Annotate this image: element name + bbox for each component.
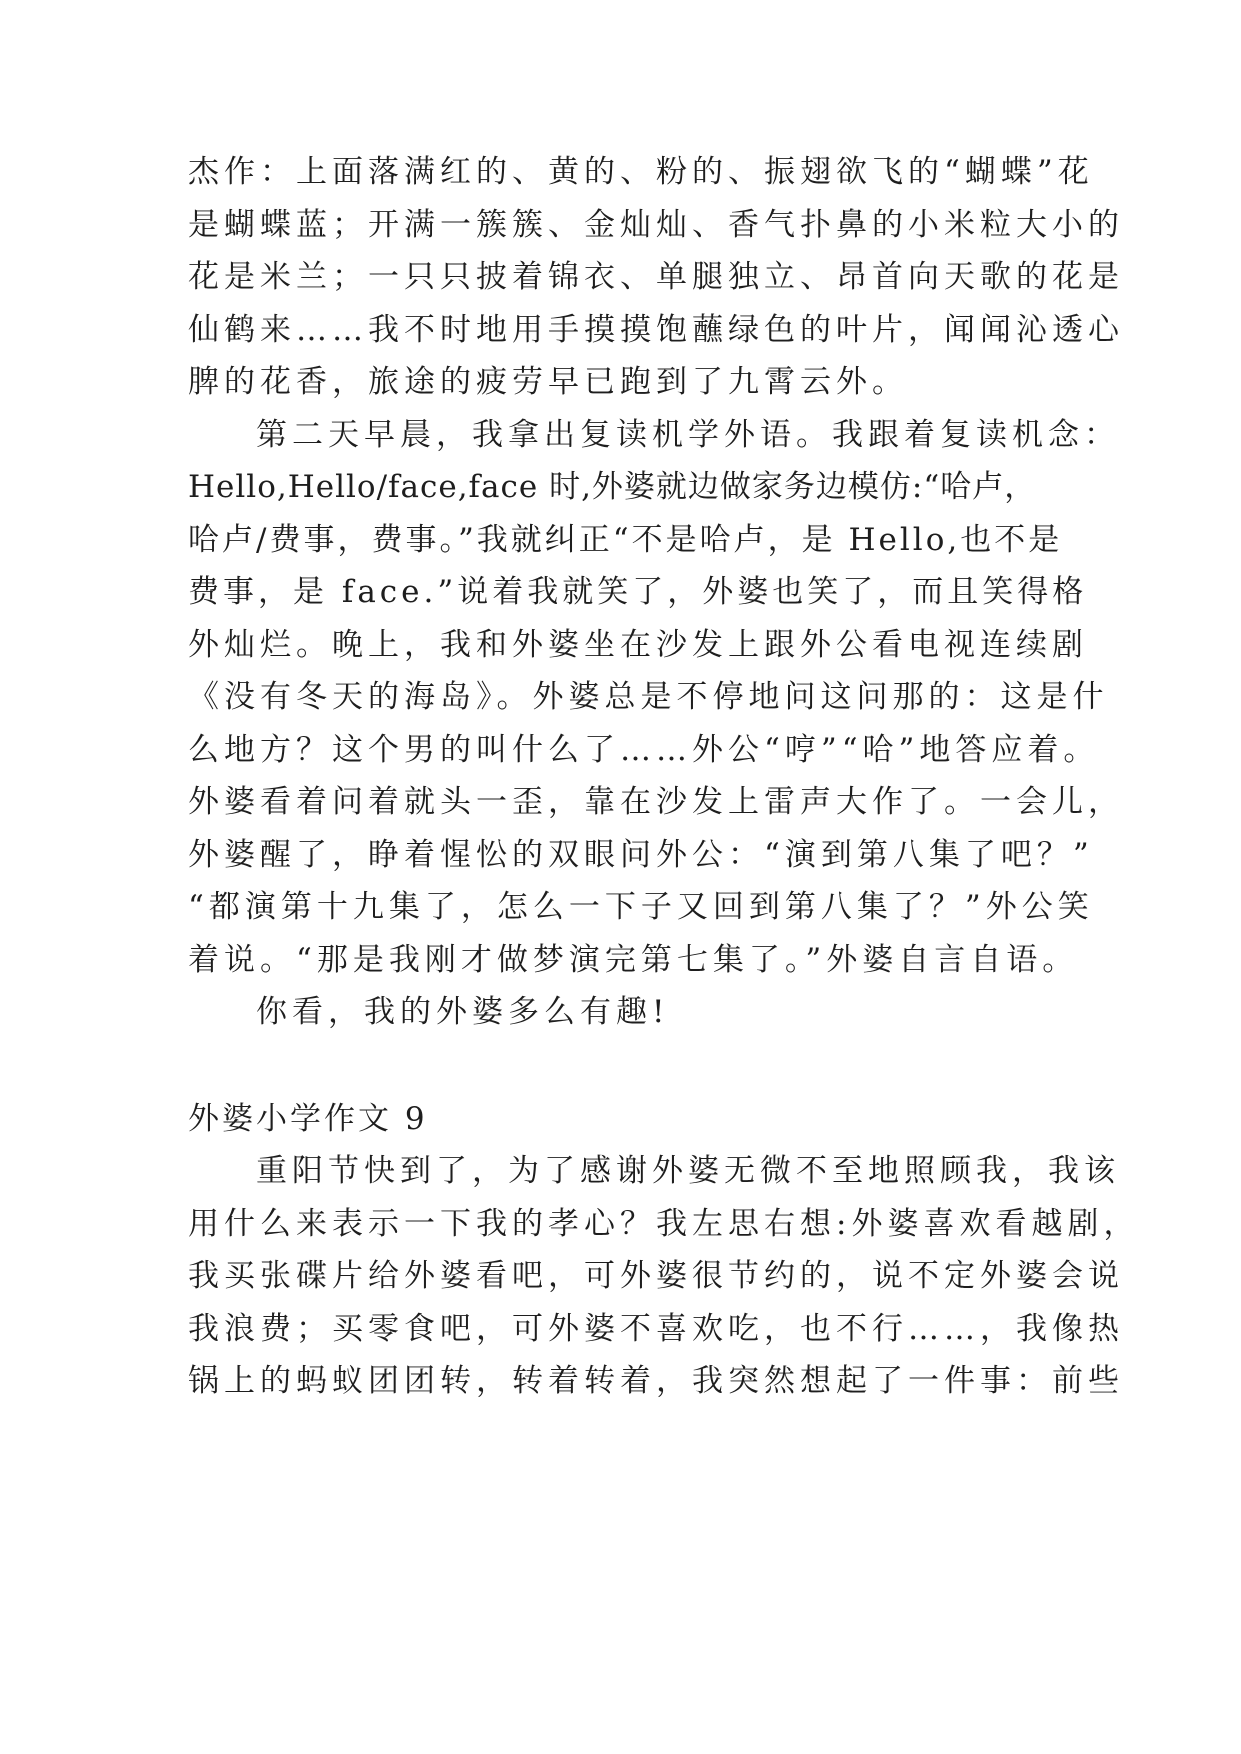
paragraph-line: 外婆看着问着就头一歪，靠在沙发上雷声大作了。一会儿，	[188, 784, 1124, 820]
section-heading: 外婆小学作文 9	[188, 1101, 428, 1137]
paragraph-line: 我浪费；买零食吧，可外婆不喜欢吃，也不行……，我像热	[188, 1311, 1124, 1347]
paragraph-line: 么地方？这个男的叫什么了……外公“哼”“哈”地答应着。	[188, 732, 1100, 768]
paragraph-line: 第二天早晨，我拿出复读机学外语。我跟着复读机念：	[256, 417, 1120, 453]
paragraph-line: 是蝴蝶蓝；开满一簇簇、金灿灿、香气扑鼻的小米粒大小的	[188, 207, 1124, 243]
paragraph-line: “都演第十九集了，怎么一下子又回到第八集了？”外公笑	[188, 889, 1094, 925]
paragraph-line: 哈卢/费事，费事。”我就纠正“不是哈卢，是 Hello,也不是	[188, 522, 1063, 558]
paragraph-line: 我买张碟片给外婆看吧，可外婆很节约的，说不定外婆会说	[188, 1258, 1124, 1294]
paragraph-line: Hello,Hello/face,face 时,外婆就边做家务边模仿:“哈卢，	[188, 469, 1037, 505]
paragraph-line: 外灿烂。晚上，我和外婆坐在沙发上跟外公看电视连续剧	[188, 627, 1088, 663]
paragraph-line: 你看，我的外婆多么有趣!	[256, 994, 670, 1030]
paragraph-line: 重阳节快到了，为了感谢外婆无微不至地照顾我，我该	[256, 1153, 1120, 1189]
paragraph-line: 着说。“那是我刚才做梦演完第七集了。”外婆自言自语。	[188, 942, 1079, 978]
paragraph-line: 用什么来表示一下我的孝心？我左思右想:外婆喜欢看越剧，	[188, 1206, 1140, 1242]
paragraph-line: 仙鹤来……我不时地用手摸摸饱蘸绿色的叶片，闻闻沁透心	[188, 312, 1124, 348]
paragraph-line: 杰作：上面落满红的、黄的、粉的、振翅欲飞的“蝴蝶”花	[188, 154, 1094, 190]
paragraph-line: 锅上的蚂蚁团团转，转着转着，我突然想起了一件事：前些	[188, 1363, 1124, 1399]
paragraph-line: 脾的花香，旅途的疲劳早已跑到了九霄云外。	[188, 364, 908, 400]
paragraph-line: 费事，是 face.”说着我就笑了，外婆也笑了，而且笑得格	[188, 574, 1088, 610]
paragraph-line: 《没有冬天的海岛》。外婆总是不停地问这问那的：这是什	[188, 679, 1109, 715]
paragraph-line: 花是米兰；一只只披着锦衣、单腿独立、昂首向天歌的花是	[188, 259, 1124, 295]
paragraph-line: 外婆醒了，睁着惺忪的双眼问外公：“演到第八集了吧？”	[188, 837, 1094, 873]
